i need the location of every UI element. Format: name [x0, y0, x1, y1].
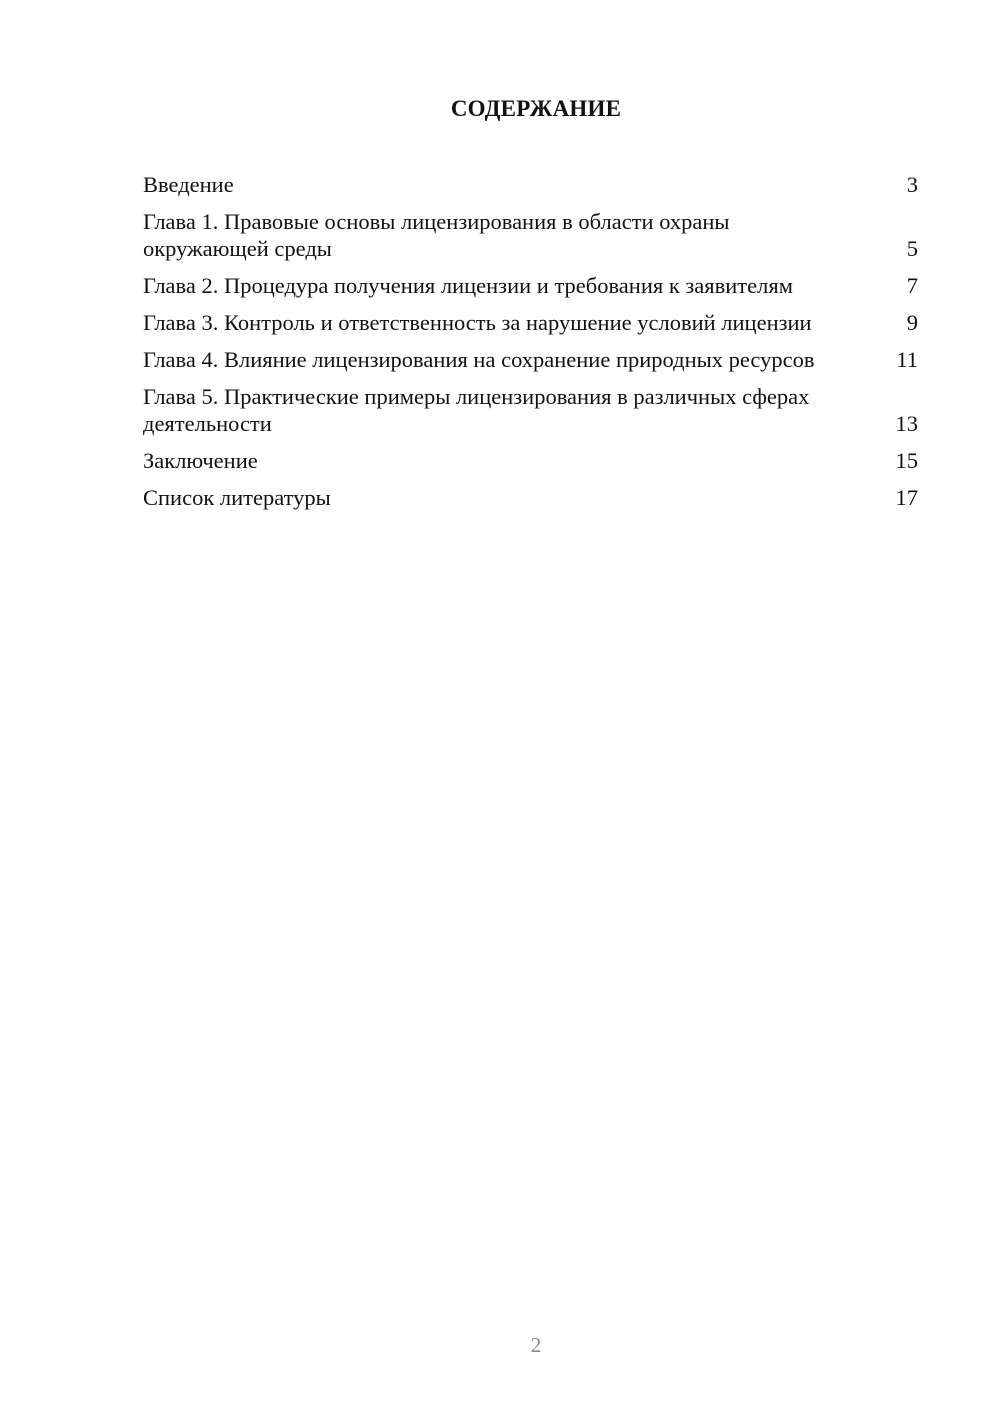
- toc-entry-chapter-4[interactable]: [143, 346, 918, 373]
- toc-entry-chapter-5[interactable]: [143, 383, 918, 437]
- toc-entry-page: 9: [906, 310, 918, 335]
- toc-entry-title: Заключение: [143, 448, 258, 473]
- toc-entry-chapter-1[interactable]: [143, 208, 918, 262]
- toc-entry-page: 15: [895, 448, 918, 473]
- toc-entry-introduction[interactable]: [143, 171, 918, 198]
- page-title: СОДЕРЖАНИЕ: [450, 96, 622, 121]
- toc-entry-page: 13: [895, 411, 918, 436]
- toc-entry-conclusion[interactable]: [143, 447, 918, 474]
- toc-entry-title: Список литературы: [143, 485, 331, 510]
- toc-entry-chapter-3[interactable]: [143, 309, 918, 336]
- toc-entry-title: Введение: [143, 172, 234, 197]
- toc-entry-references[interactable]: [143, 484, 918, 511]
- toc-entry-chapter-2[interactable]: [143, 272, 918, 299]
- toc-entry-page: 7: [906, 273, 918, 298]
- toc-entry-title: Глава 5. Практические примеры лицензирования в различных сферах деятельности: [143, 384, 810, 436]
- toc-entry-title: Глава 3. Контроль и ответственность за нарушение условий лицензии: [143, 310, 812, 335]
- toc-entry-page: 11: [896, 347, 918, 372]
- page-number: 2: [530, 1333, 542, 1357]
- toc-entry-page: 5: [906, 236, 918, 261]
- toc-entry-title: Глава 4. Влияние лицензирования на сохранение природных ресурсов: [143, 347, 815, 372]
- toc-entry-page: 3: [906, 172, 918, 197]
- table-of-contents: [143, 171, 918, 521]
- toc-entry-page: 17: [895, 485, 918, 510]
- toc-entry-title: Глава 1. Правовые основы лицензирования в области охраны окружающей среды: [143, 209, 730, 261]
- toc-entry-title: Глава 2. Процедура получения лицензии и требования к заявителям: [143, 273, 793, 298]
